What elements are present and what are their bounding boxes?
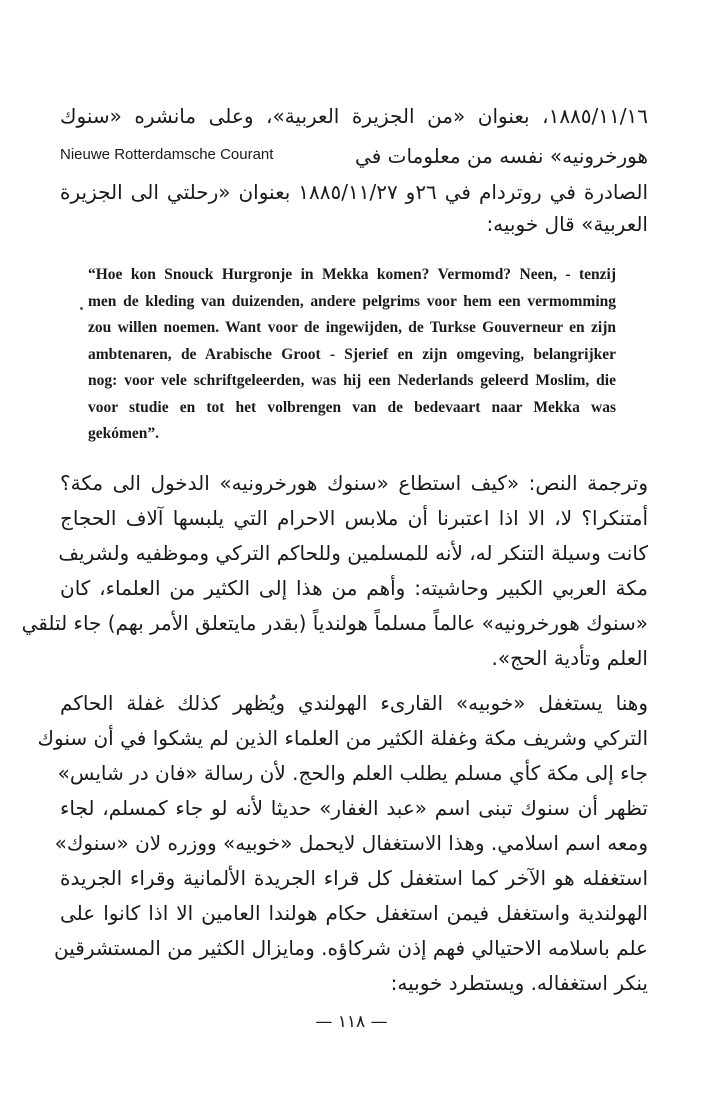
commentary-line: وهنا يستغفل «خوبيه» القارىء الهولندي ويُظهر كذلك غفلة الحاكم — [60, 691, 648, 715]
commentary-paragraph — [37, 686, 648, 1001]
translation-line: «سنوك هورخرونيه» عالماً مسلماً هولندياً (بقدر مايتعلق الأمر بهم) جاء لتلقي — [21, 611, 648, 635]
newspaper-name: Nieuwe Rotterdamsche Courant — [60, 146, 274, 163]
translation-line: العلم وتأدية الحج». — [491, 646, 648, 670]
translation-line: وترجمة النص: «كيف استطاع «سنوك هورخرونيه» الدخول الى مكة؟ — [60, 471, 648, 495]
dutch-line: men de kleding van duizenden, andere pelgrims voor hem een vermomming — [88, 292, 616, 310]
top-paragraph-cont — [60, 176, 648, 240]
dutch-line: zou willen noemen. Want voor de ingewijden, de Turkse Gouverneur en zijn — [88, 319, 616, 336]
dutch-line: gekómen”. — [88, 425, 160, 442]
dutch-line: “Hoe kon Snouck Hurgronje in Mekka komen? Vermomd? Neen, - tenzij — [88, 266, 616, 283]
commentary-line: ومعه اسم اسلامي. وهذا الاستغفال لايحمل «خوبيه» ووزره لان «سنوك» — [54, 831, 648, 855]
top-line-4: العربية» قال خوبيه: — [486, 212, 648, 236]
commentary-line: التركي وشريف مكة وغفلة الكثير من العلماء الذين لم يشكوا في أن سنوك — [37, 726, 648, 750]
dutch-quote — [88, 262, 616, 448]
scan-speck — [80, 307, 83, 310]
commentary-line: تظهر أن سنوك تبنى اسم «عبد الغفار» حديثا لأنه لو جاء كمسلم، لجاء — [60, 796, 648, 820]
translation-line: كانت وسيلة التنكر له، لأنه للمسلمين وللحاكم التركي وموظفيه ولشريف — [58, 541, 648, 565]
translation-paragraph — [21, 466, 648, 676]
commentary-line: استغفله هو الآخر كما استغفل كل قراء الجريدة الألمانية وقراء الجريدة — [60, 866, 648, 890]
dutch-line: nog: voor vele schriftgeleerden, was hij een Nederlands geleerd Moslim, die — [88, 372, 616, 389]
top-paragraph — [60, 100, 648, 132]
page-number: — ١١٨ — — [315, 1012, 388, 1032]
translation-line: مكة العربي الكبير وحاشيته: وأهم من هذا إلى الكثير من العلماء، كان — [60, 576, 648, 600]
commentary-line: علم باسلامه الاحتيالي فهم إذن شركاؤه. ومايزال الكثير من المستشرقين — [54, 936, 648, 960]
top-line-3: الصادرة في روتردام في ٢٦و ١٨٨٥/١١/٢٧ بعنوان «رحلتي الى الجزيرة — [60, 180, 648, 204]
dutch-line: ambtenaren, de Arabische Groot - Sjerief en zijn omgeving, belangrijker — [88, 345, 616, 363]
top-line-2 — [60, 140, 648, 172]
translation-line: أمتنكرا؟ لا، الا اذا اعتبرنا أن ملابس الاحرام التي يلبسها آلاف الحجاج — [60, 506, 648, 530]
commentary-line: ينكر استغفاله. ويستطرد خوبيه: — [390, 971, 648, 995]
top-line-2-arabic: هورخرونيه» نفسه من معلومات في — [355, 144, 648, 168]
dutch-line: voor studie en tot het volbrengen van de bedevaart naar Mekka was — [88, 398, 616, 416]
commentary-line: جاء إلى مكة كأي مسلم يطلب العلم والحج. لأن رسالة «فان در شايس» — [57, 761, 648, 785]
top-line-1: ١٨٨٥/١١/١٦، بعنوان «من الجزيرة العربية»، وعلى مانشره «سنوك — [60, 104, 648, 128]
commentary-line: الهولندية واستغفل فيمن استغفل حكام هولندا العامين الا اذا كانوا على — [60, 901, 648, 925]
